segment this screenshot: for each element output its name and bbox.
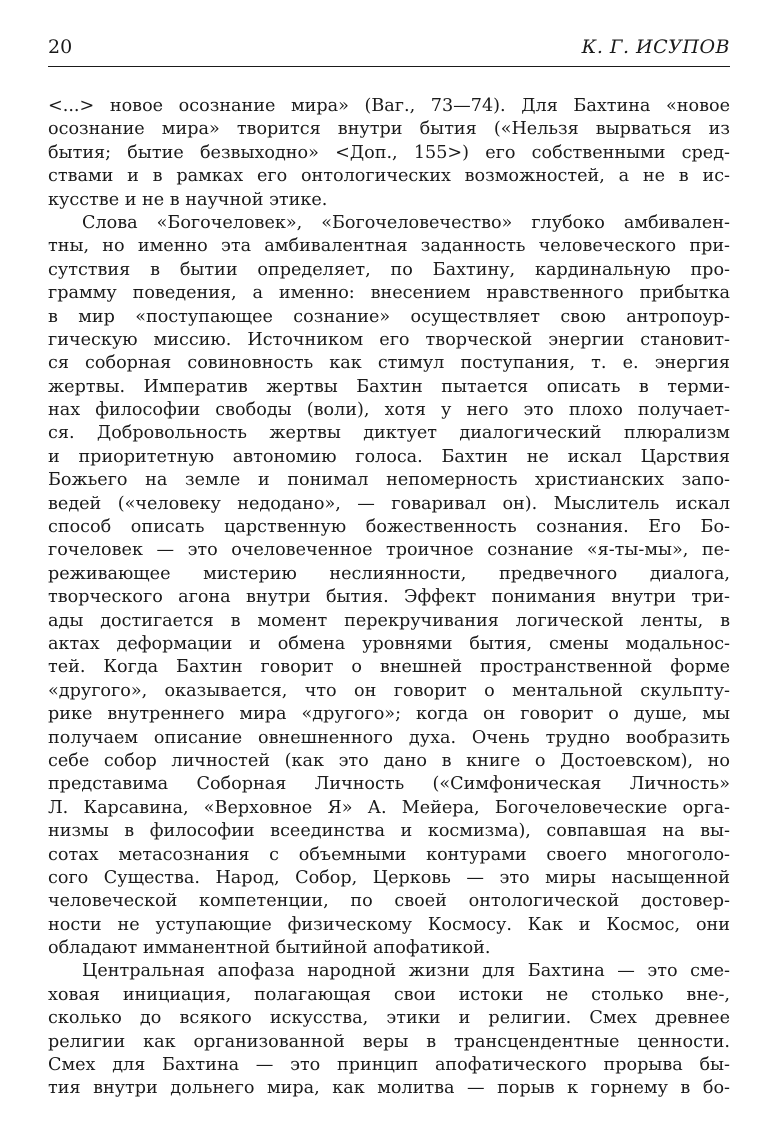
running-head-author: К. Г. ИСУПОВ [581, 36, 730, 58]
text-line: Божьего на земле и понимал непомерность христианских запо- [48, 470, 730, 491]
text-line: актах деформации и обмена уровнями бытия, смены модальнос- [48, 633, 730, 654]
text-line: тей. Когда Бахтин говорит о внешней пространственной форме [48, 657, 730, 678]
text-line: человеческой компетенции, по своей онтологической достовер- [48, 891, 730, 912]
text-line: религии как организованной веры в трансцендентные ценности. [48, 1031, 730, 1052]
text-line: способ описать царственную божественность сознания. Его Бо- [48, 517, 730, 538]
text-line: творческого агона внутри бытия. Эффект понимания внутри три- [48, 587, 730, 608]
body-text [48, 95, 730, 1101]
text-line: Центральная апофаза народной жизни для Бахтина — это сме- [82, 961, 730, 982]
text-line: реживающее мистерию неслиянности, предвечного диалога, [48, 563, 730, 584]
text-line: кусстве и не в научной этике. [48, 189, 328, 210]
text-line: сотах метасознания с объемными контурами своего многоголо- [48, 844, 730, 865]
text-line: тны, но именно эта амбивалентная заданность человеческого при- [48, 236, 730, 257]
text-line: тия внутри дольнего мира, как молитва — порыв к горнему в бо- [48, 1078, 730, 1099]
text-line: ховая инициация, полагающая свои истоки не столько вне-, [48, 984, 730, 1005]
text-line: жертвы. Императив жертвы Бахтин пытается описать в терми- [48, 376, 730, 397]
text-line: сколько до всякого искусства, этики и религии. Смех древнее [48, 1008, 730, 1029]
text-line: сутствия в бытии определяет, по Бахтину, кардинальную про- [48, 259, 730, 280]
text-line: Смех для Бахтина — это принцип апофатического прорыва бы- [48, 1055, 730, 1076]
text-line: ности не уступающие физическому Космосу. Как и Космос, они [48, 914, 730, 935]
text-line: нах философии свободы (воли), хотя у него это плохо получает- [48, 400, 730, 421]
text-line: ведей («человеку недодано», — говаривал он). Мыслитель искал [48, 493, 730, 514]
text-line: осознание мира» творится внутри бытия («Нельзя вырваться из [48, 119, 730, 140]
text-line: Слова «Богочеловек», «Богочеловечество» глубоко амбивален- [82, 212, 730, 233]
text-line: гочеловек — это очеловеченное троичное сознание «я-ты-мы», пе- [48, 540, 730, 561]
text-line: получаем описание овнешненного духа. Очень трудно вообразить [48, 727, 730, 748]
page-number: 20 [48, 36, 73, 58]
text-line: представима Соборная Личность («Симфоническая Личность» [48, 774, 730, 795]
text-line: ся соборная совиновность как стимул поступания, т. е. энергия [48, 353, 730, 374]
text-line: и приоритетную автономию голоса. Бахтин не искал Царствия [48, 446, 730, 467]
text-line: обладают имманентной бытийной апофатикой. [48, 938, 491, 959]
text-line: в мир «поступающее сознание» осуществляет свою антропоур- [48, 306, 730, 327]
text-line: «другого», оказывается, что он говорит о ментальной скульпту- [48, 680, 730, 701]
text-line: ствами и в рамках его онтологических возможностей, а не в ис- [48, 166, 730, 187]
text-line: грамму поведения, а именно: внесением нравственного прибытка [48, 283, 730, 304]
text-line: Л. Карсавина, «Верховное Я» А. Мейера, Богочеловеческие орга- [48, 797, 730, 818]
text-line: ады достигается в момент перекручивания логической ленты, в [48, 610, 730, 631]
text-line: сого Существа. Народ, Собор, Церковь — это миры насыщенной [48, 867, 730, 888]
book-page [48, 36, 730, 1101]
text-line: гическую миссию. Источником его творческой энергии становит- [48, 329, 730, 350]
text-line: рике внутреннего мира «другого»; когда он говорит о душе, мы [48, 704, 730, 725]
text-line: <...> новое осознание мира» (Ваг., 73—74). Для Бахтина «новое [48, 96, 730, 116]
text-line: ся. Добровольность жертвы диктует диалогический плюрализм [48, 423, 730, 444]
text-line: бытия; бытие безвыходно» <Доп., 155>) его собственными сред- [48, 142, 730, 163]
text-line: низмы в философии всеединства и космизма), совпавшая на вы- [48, 821, 730, 842]
text-line: себе собор личностей (как это дано в книге о Достоевском), но [48, 750, 730, 771]
running-head [48, 36, 730, 67]
